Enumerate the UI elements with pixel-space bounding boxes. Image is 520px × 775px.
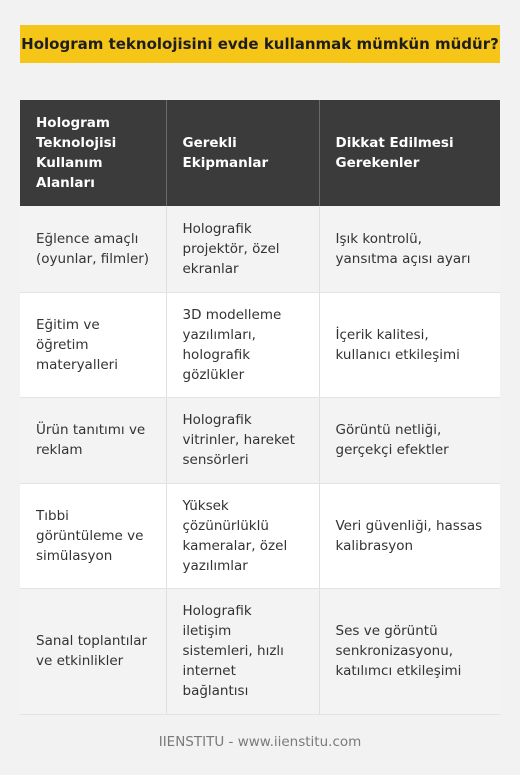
header-equipment: Gerekli Ekipmanlar [166,100,319,206]
page-title: Hologram teknolojisini evde kullanmak mümkün müdür? [21,35,499,53]
table-row [20,588,500,714]
table-row [20,397,500,483]
cell-usage-area: Eğlence amaçlı (oyunlar, filmler) [20,206,166,292]
cell-usage-area: Sanal toplantılar ve etkinlikler [20,588,166,714]
cell-consideration: Veri güvenliği, hassas kalibrasyon [319,483,500,588]
cell-consideration: Ses ve görüntü senkronizasyonu, katılımcı etkileşimi [319,588,500,714]
cell-usage-area: Eğitim ve öğretim materyalleri [20,292,166,397]
table-header-row [20,100,500,206]
table-row [20,292,500,397]
cell-equipment: 3D modelleme yazılımları, holografik gözlükler [166,292,319,397]
table-row [20,483,500,588]
cell-consideration: İçerik kalitesi, kullanıcı etkileşimi [319,292,500,397]
cell-equipment: Yüksek çözünürlüklü kameralar, özel yazılımlar [166,483,319,588]
header-considerations: Dikkat Edilmesi Gerekenler [319,100,500,206]
footer-credit: IIENSTITU - www.iienstitu.com [158,734,362,750]
table-row [20,206,500,292]
title-banner [20,25,500,63]
cell-equipment: Holografik projektör, özel ekranlar [166,206,319,292]
header-usage-areas: Hologram Teknolojisi Kullanım Alanları [20,100,166,206]
cell-usage-area: Tıbbi görüntüleme ve simülasyon [20,483,166,588]
cell-consideration: Işık kontrolü, yansıtma açısı ayarı [319,206,500,292]
info-table [20,100,500,715]
cell-usage-area: Ürün tanıtımı ve reklam [20,397,166,483]
cell-equipment: Holografik iletişim sistemleri, hızlı internet bağlantısı [166,588,319,714]
cell-consideration: Görüntü netliği, gerçekçi efektler [319,397,500,483]
cell-equipment: Holografik vitrinler, hareket sensörleri [166,397,319,483]
